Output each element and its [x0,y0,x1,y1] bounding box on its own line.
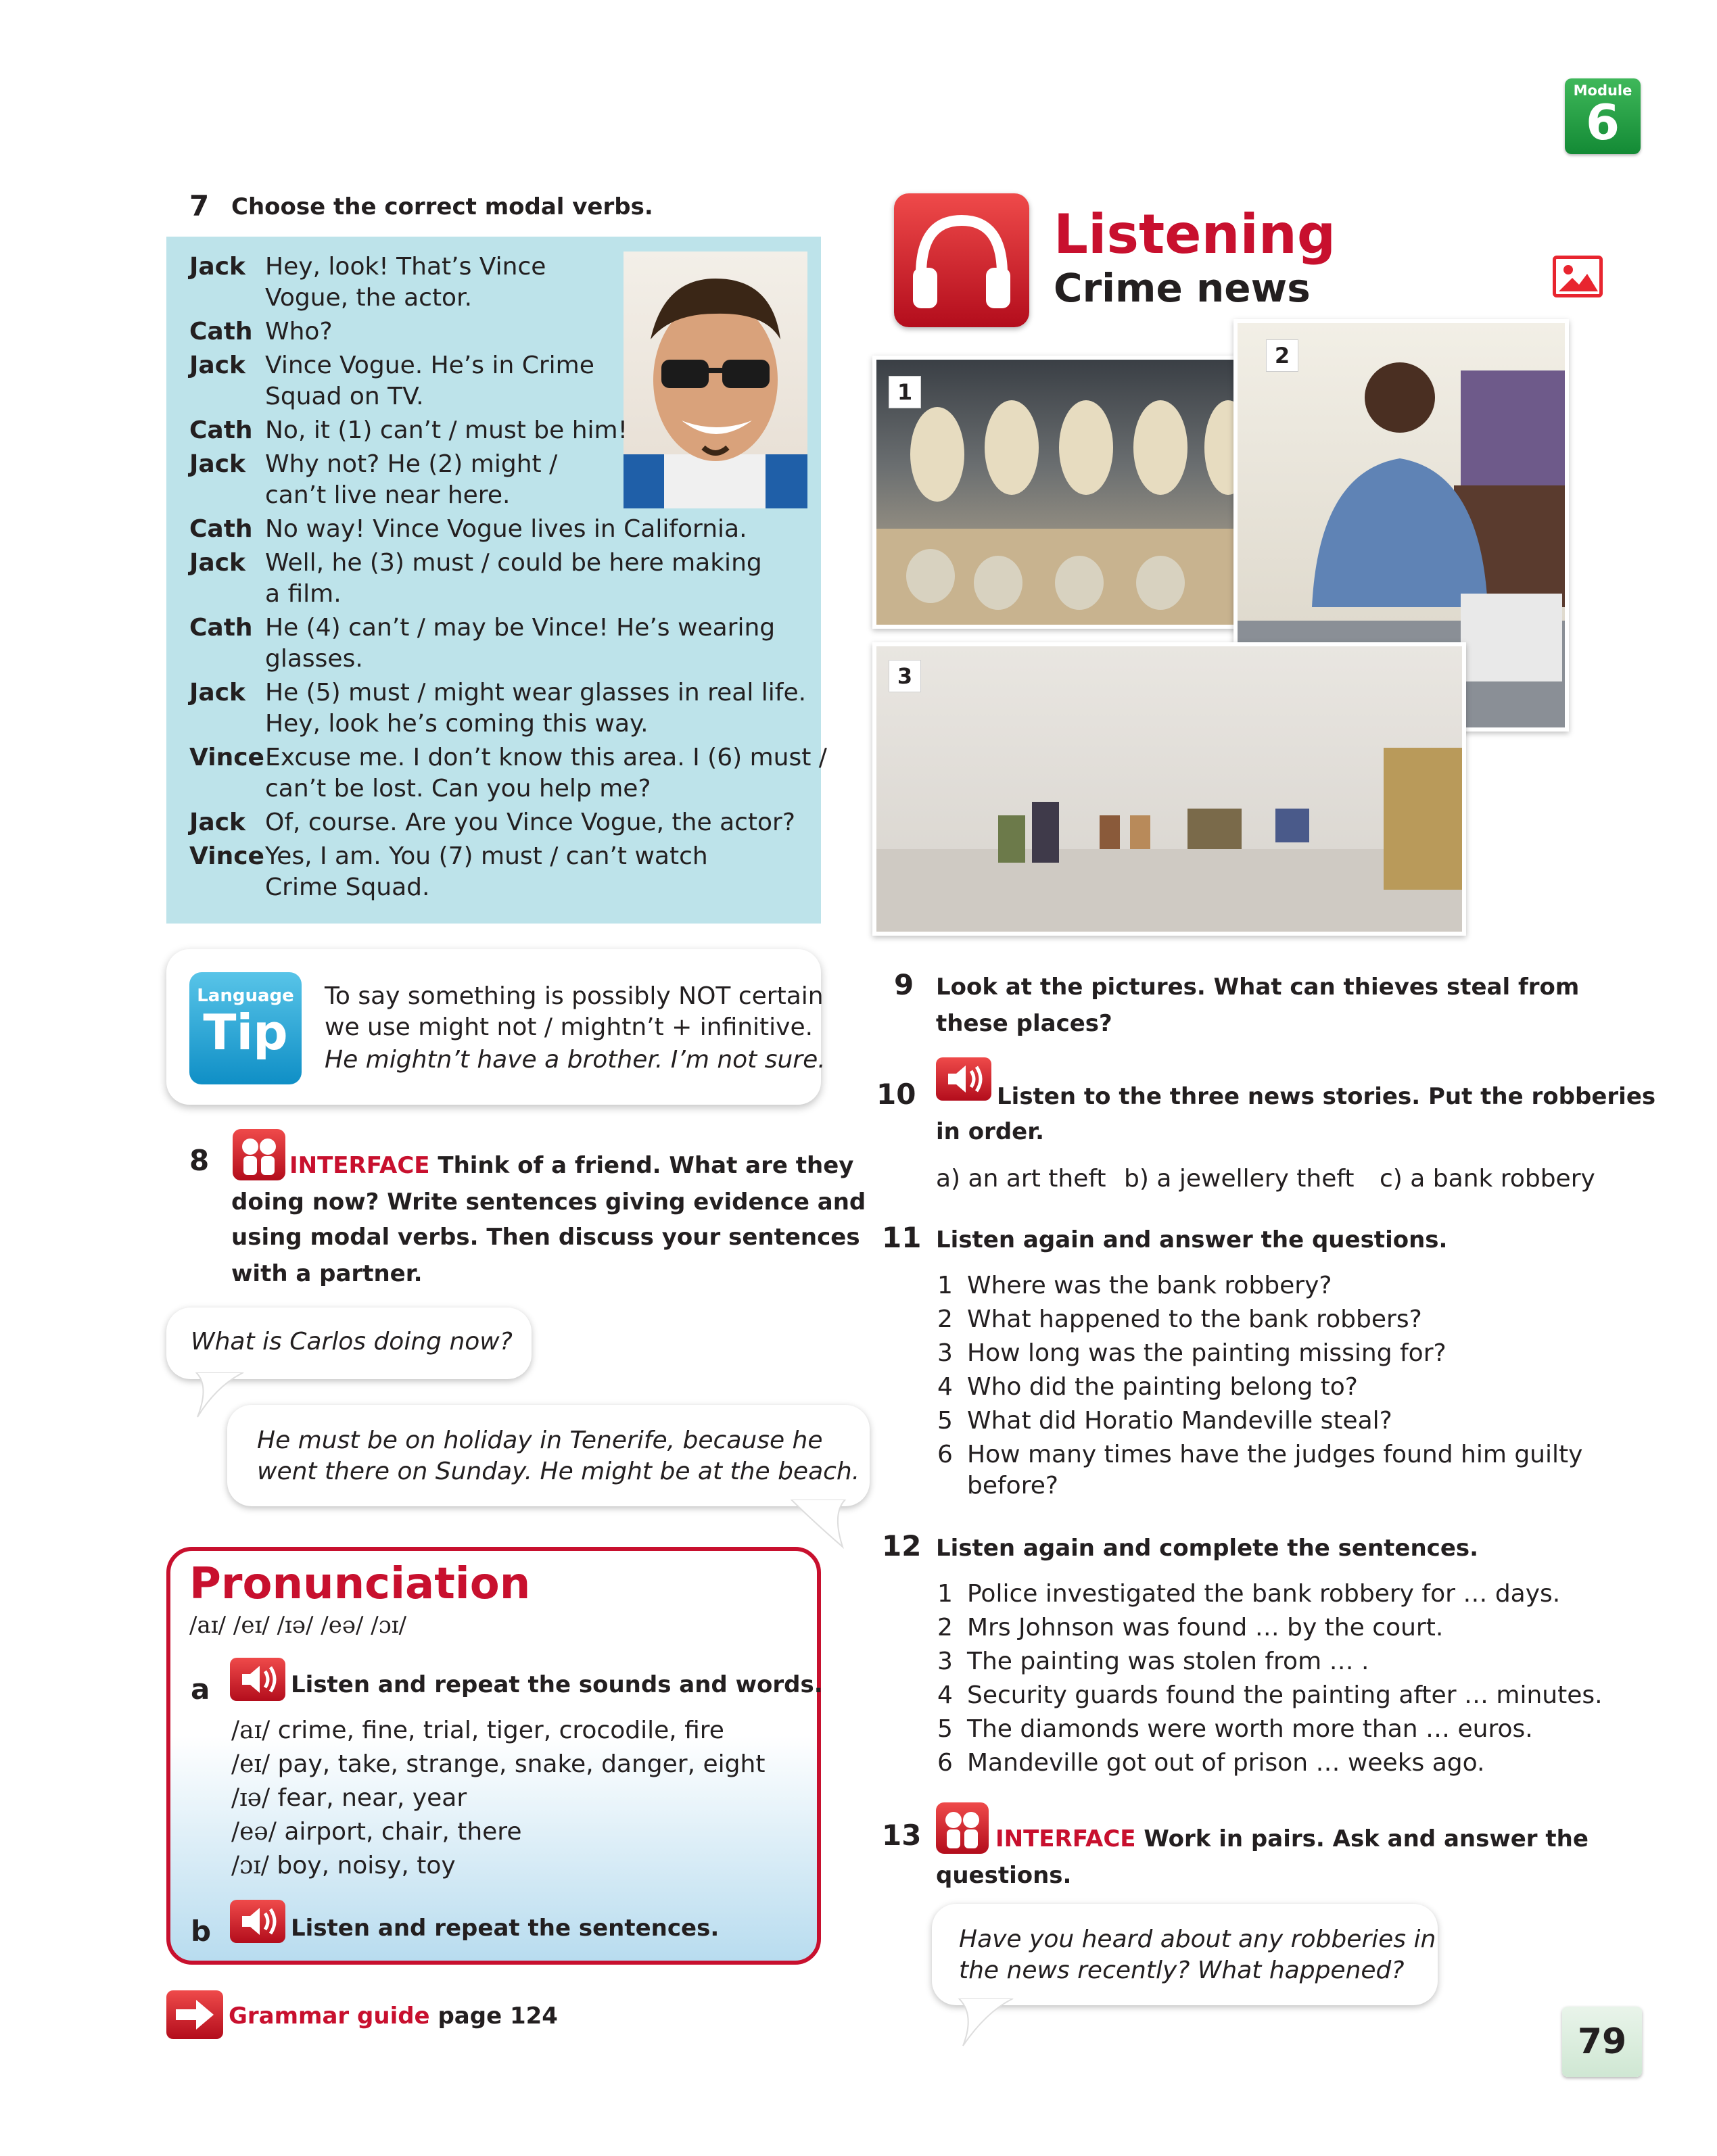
speaker: Cath [189,515,253,543]
ex11-number: 11 [882,1221,922,1254]
line-text: He (4) can’t / may be Vince! He’s wearing [265,614,776,642]
picture-label: 3 [889,660,921,692]
ex8-line: with a partner. [231,1260,423,1287]
bubble-text: What is Carlos doing now? [191,1328,513,1356]
phoneme: /eɪ/ [231,1750,271,1778]
module-badge [1565,78,1641,154]
sentence: The diamonds were worth more than … euros. [967,1715,1533,1743]
sentence: Mrs Johnson was found … by the court. [967,1614,1444,1642]
line-text: Hey, look he’s coming this way. [265,710,649,738]
speaker: Vince [189,744,264,771]
line-text: can’t be lost. Can you help me? [265,775,651,802]
interface-label: INTERFACE [995,1825,1136,1852]
pron-a-letter: a [191,1673,210,1706]
question: Where was the bank robbery? [967,1272,1332,1299]
ex7-instruction: Choose the correct modal verbs. [231,193,653,220]
item-number: 4 [937,1681,953,1709]
speaker: Cath [189,614,253,642]
people-icon [936,1802,989,1854]
headphones-icon [894,193,1029,327]
speaker: Jack [189,679,245,706]
word-list: crime, fine, trial, tiger, crocodile, fire [277,1717,724,1744]
word-list: fear, near, year [277,1784,467,1812]
q-number: 4 [937,1373,953,1401]
line-text: Hey, look! That’s Vince [265,253,546,281]
item-number: 1 [937,1580,953,1608]
ex13-line: questions. [936,1862,1072,1889]
option-c: c) a bank robbery [1380,1165,1595,1193]
option-a: a) an art theft [936,1165,1106,1193]
speaker: Jack [189,809,245,836]
jewellery-shop-photo [872,356,1247,629]
question: How long was the painting missing for? [967,1339,1446,1367]
bubble-tail [784,1500,852,1551]
image-icon[interactable] [1553,256,1603,297]
ex10-line: Listen to the three news stories. Put the robberies [997,1083,1656,1110]
grammar-guide-page: page 124 [438,2003,558,2030]
module-number: 6 [1585,94,1620,151]
question-cont: before? [967,1472,1058,1500]
line-text: can’t live near here. [265,481,511,509]
item-number: 3 [937,1648,953,1675]
dialogue-box [166,237,827,924]
audio-speaker-icon[interactable] [936,1057,991,1101]
phoneme: /ɪə/ [231,1784,271,1812]
word-list: boy, noisy, toy [277,1852,456,1879]
ex9-number: 9 [894,968,914,1001]
item-number: 5 [937,1715,953,1743]
ex13-number: 13 [882,1819,922,1852]
line-text: a film. [265,580,342,608]
option-b: b) a jewellery theft [1124,1165,1355,1193]
q-number: 2 [937,1305,953,1333]
speaker: Jack [189,352,245,379]
people-icon [233,1129,285,1180]
ex9-line: these places? [936,1010,1112,1037]
sentence: Police investigated the bank robbery for … days. [967,1580,1561,1608]
q-number: 5 [937,1407,953,1435]
bubble-text: the news recently? What happened? [959,1957,1405,1984]
module-label: Module [1573,82,1632,99]
picture-label: 2 [1266,339,1298,372]
ex11-instruction: Listen again and answer the questions. [936,1226,1448,1253]
line-text: Yes, I am. You (7) must / can’t watch [265,842,708,870]
ex8-line: doing now? Write sentences giving evidence and [231,1189,866,1216]
ex8-line: using modal verbs. Then discuss your sentences [231,1224,860,1251]
word-list: pay, take, strange, snake, danger, eight [277,1750,766,1778]
line-text: Why not? He (2) might / [265,450,558,478]
bubble-text: Have you heard about any robberies in [959,1925,1436,1953]
line-text: No, it (1) can’t / must be him! [265,416,628,444]
line-text: He (5) must / might wear glasses in real life. [265,679,807,706]
actor-photo [624,251,807,508]
q-number: 1 [937,1272,953,1299]
bubble-tail [952,1998,1020,2049]
language-tip-badge [189,972,302,1084]
line-text: Of, course. Are you Vince Vogue, the actor? [265,809,795,836]
audio-speaker-icon[interactable] [230,1658,285,1701]
line-text: glasses. [265,645,363,673]
pron-a-instruction: Listen and repeat the sounds and words. [291,1671,823,1698]
tip-line: To say something is possibly NOT certain [325,982,824,1010]
pron-b-letter: b [191,1915,212,1948]
line-text: Squad on TV. [265,383,424,410]
speaker: Cath [189,318,253,345]
ex8-line: Think of a friend. What are they [438,1152,854,1179]
line-text: No way! Vince Vogue lives in California. [265,515,747,543]
q-number: 3 [937,1339,953,1367]
bubble-text: He must be on holiday in Tenerife, because he [257,1427,823,1454]
speaker: Jack [189,450,245,478]
grammar-guide-link[interactable]: Grammar guide [229,2003,430,2030]
tip-badge-top: Language [197,986,294,1006]
sentence: The painting was stolen from … . [967,1648,1369,1675]
section-title: Listening [1054,203,1336,266]
ex12-number: 12 [882,1529,922,1562]
ex7-number: 7 [189,189,210,222]
tip-badge-main: Tip [203,1004,288,1061]
audio-speaker-icon[interactable] [230,1900,285,1943]
tip-example: He mightn’t have a brother. I’m not sure. [325,1046,826,1074]
phoneme: /aɪ/ [231,1717,271,1744]
tip-line: we use might not / mightn’t + infinitive. [325,1013,814,1041]
q-number: 6 [937,1441,953,1468]
speaker: Jack [189,253,245,281]
line-text: Crime Squad. [265,873,430,901]
speaker: Jack [189,549,245,577]
art-gallery-photo [872,642,1466,936]
ex10-number: 10 [876,1078,916,1111]
interface-label: INTERFACE [289,1152,430,1179]
line-text: Vince Vogue. He’s in Crime [265,352,594,379]
pron-b-instruction: Listen and repeat the sentences. [291,1915,720,1942]
line-text: Excuse me. I don’t know this area. I (6) must / [265,744,827,771]
question: What did Horatio Mandeville steal? [967,1407,1392,1435]
speaker: Vince [189,842,264,870]
line-text: Who? [265,318,333,345]
line-text: Well, he (3) must / could be here making [265,549,762,577]
arrow-right-icon[interactable] [166,1990,223,2039]
sentence: Security guards found the painting after … minutes. [967,1681,1603,1709]
phoneme: /eə/ [231,1818,277,1846]
question: How many times have the judges found him guilty [967,1441,1583,1468]
ex9-line: Look at the pictures. What can thieves steal from [936,974,1580,1001]
pronunciation-title: Pronunciation [189,1559,531,1609]
line-text: Vogue, the actor. [265,284,473,312]
word-list: airport, chair, there [284,1818,522,1846]
page-number: 79 [1562,2007,1642,2077]
question: Who did the painting belong to? [967,1373,1358,1401]
ex8-number: 8 [189,1144,210,1177]
speaker: Cath [189,416,253,444]
picture-label: 1 [889,376,921,408]
item-number: 2 [937,1614,953,1642]
phoneme: /ɔɪ/ [231,1852,269,1879]
item-number: 6 [937,1749,953,1777]
bubble-text: went there on Sunday. He might be at the beach. [257,1458,860,1485]
question: What happened to the bank robbers? [967,1305,1422,1333]
section-subtitle: Crime news [1054,265,1311,311]
ex10-line: in order. [936,1118,1045,1145]
ex12-instruction: Listen again and complete the sentences. [936,1535,1479,1562]
sentence: Mandeville got out of prison … weeks ago. [967,1749,1485,1777]
pronunciation-sounds: /aɪ/ /eɪ/ /ɪə/ /eə/ /ɔɪ/ [189,1612,407,1639]
ex13-line: Work in pairs. Ask and answer the [1144,1825,1589,1852]
